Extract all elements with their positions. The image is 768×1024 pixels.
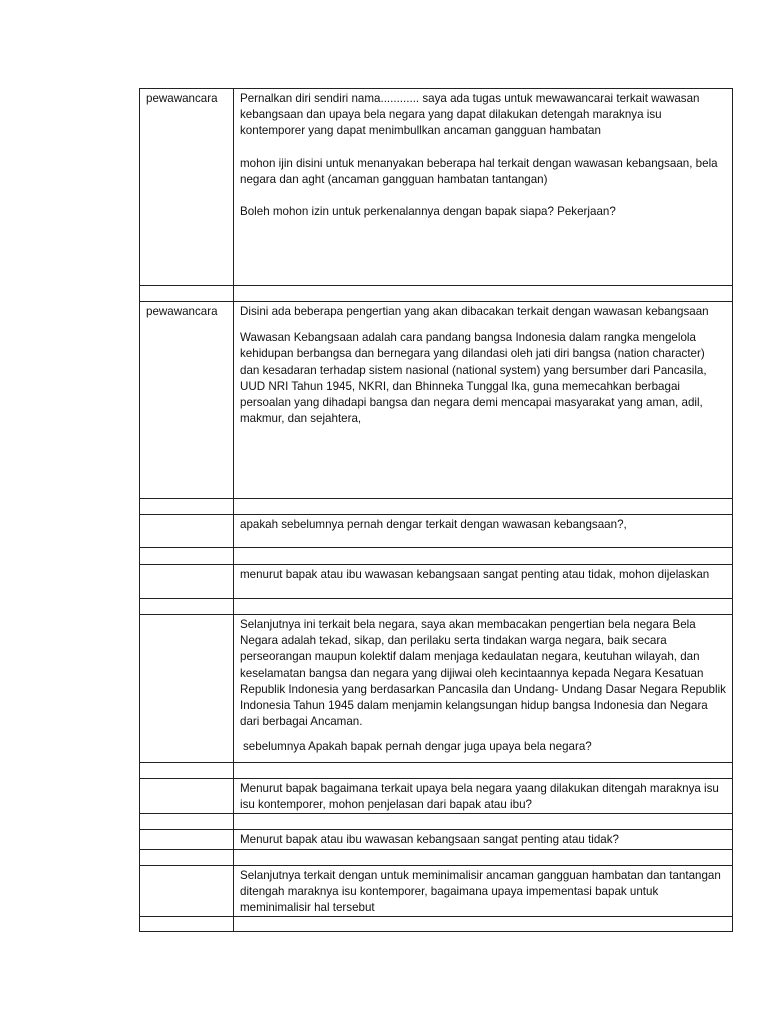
- question-cell: [234, 830, 733, 849]
- speaker-cell: [140, 779, 234, 814]
- question-text: menurut bapak atau ibu wawasan kebangsaan sangat penting atau tidak, mohon dijelaskan: [240, 568, 710, 581]
- question-text: Wawasan Kebangsaan adalah cara pandang bangsa Indonesia dalam rangka mengelola kehidupan berbangsa dan bernegara yang dilandasi oleh jati diri bangsa (nation character) dan kesadaran terhadap sistem nasional (national system) yang bersumber dari Pancasila, UUD NRI Tahun 1945, NKRI, dan Bhinneka Tunggal Ika, guna memecahkan berbagai persoalan yang dihadapi bangsa dan negara demi mencapai masyarakat yang aman, adil, makmur, dan sejahtera,: [240, 331, 707, 426]
- question-text: Selanjutnya ini terkait bela negara, saya akan membacakan pengertian bela negara Bela Negara adalah tekad, sikap, dan perilaku serta tindakan warga negara, baik secara perseorangan maupun kolektif dalam menjaga kedaulatan negara, keutuhan wilayah, dan keselamatan bangsa dan negara yang dijiwai oleh kecintaannya kepada Negara Kesatuan Republik Indonesia yang berdasarkan Pancasila dan Undang- Undang Dasar Negara Republik Indonesia Tahun 1945 dalam menjamin kelangsungan hidup bangsa Indonesia dan Negara dari berbagai Ancaman.: [240, 618, 726, 729]
- spacer-row: [140, 814, 733, 830]
- speaker-cell: [140, 615, 234, 763]
- speaker-cell: pewawancara: [140, 89, 234, 286]
- speaker-cell: pewawancara: [140, 302, 234, 499]
- question-cell: [234, 565, 733, 599]
- spacer-row: [140, 286, 733, 302]
- spacer-row: [140, 548, 733, 565]
- table-row: [140, 565, 733, 599]
- spacer-row: [140, 917, 733, 932]
- speaker-cell: [140, 565, 234, 599]
- table-row: [140, 779, 733, 814]
- question-text: Selanjutnya terkait dengan untuk meminimalisir ancaman gangguan hambatan dan tantangan ditengah maraknya isu kontemporer, bagaimana upaya impementasi bapak untuk meminimalisir hal tersebut: [240, 868, 721, 915]
- question-cell: [234, 615, 733, 763]
- question-text: mohon ijin disini untuk menanyakan beberapa hal terkait dengan wawasan kebangsaan, bela negara dan aght (ancaman gangguan hambatan tantangan): [240, 156, 718, 186]
- spacer-row: [140, 763, 733, 779]
- spacer-row: [140, 599, 733, 615]
- spacer-row: [140, 849, 733, 865]
- table-row: [140, 302, 733, 499]
- question-text: Disini ada beberapa pengertian yang akan dibacakan terkait dengan wawasan kebangsaan: [240, 305, 709, 318]
- question-cell: [234, 865, 733, 917]
- question-text: Menurut bapak bagaimana terkait upaya bela negara yaang dilakukan ditengah maraknya isu isu kontemporer, mohon penjelasan dari bapak atau ibu?: [240, 782, 719, 812]
- question-cell: [234, 779, 733, 814]
- table-row: [140, 830, 733, 849]
- table-row: [140, 515, 733, 548]
- spacer-row: [140, 499, 733, 515]
- speaker-cell: [140, 865, 234, 917]
- question-cell: [234, 515, 733, 548]
- speaker-cell: [140, 515, 234, 548]
- speaker-cell: [140, 830, 234, 849]
- question-text: Menurut bapak atau ibu wawasan kebangsaan sangat penting atau tidak?: [240, 833, 620, 847]
- question-text: apakah sebelumnya pernah dengar terkait dengan wawasan kebangsaan?,: [240, 518, 627, 531]
- question-text: Pernalkan diri sendiri nama............ saya ada tugas untuk mewawancarai terkait wawasan kebangsaan dan upaya bela negara yang dapat dilakukan detengah maraknya isu kontemporer yang dapat menimbullkan ancaman gangguan hambatan: [240, 92, 700, 138]
- interview-table: [139, 88, 733, 932]
- question-text: sebelumnya Apakah bapak pernah dengar juga upaya bela negara?: [243, 740, 592, 754]
- table-row: [140, 89, 733, 286]
- table-row: [140, 865, 733, 917]
- question-text: Boleh mohon izin untuk perkenalannya dengan bapak siapa? Pekerjaan?: [240, 205, 616, 219]
- question-cell: [234, 89, 733, 286]
- table-row: [140, 615, 733, 763]
- question-cell: [234, 302, 733, 499]
